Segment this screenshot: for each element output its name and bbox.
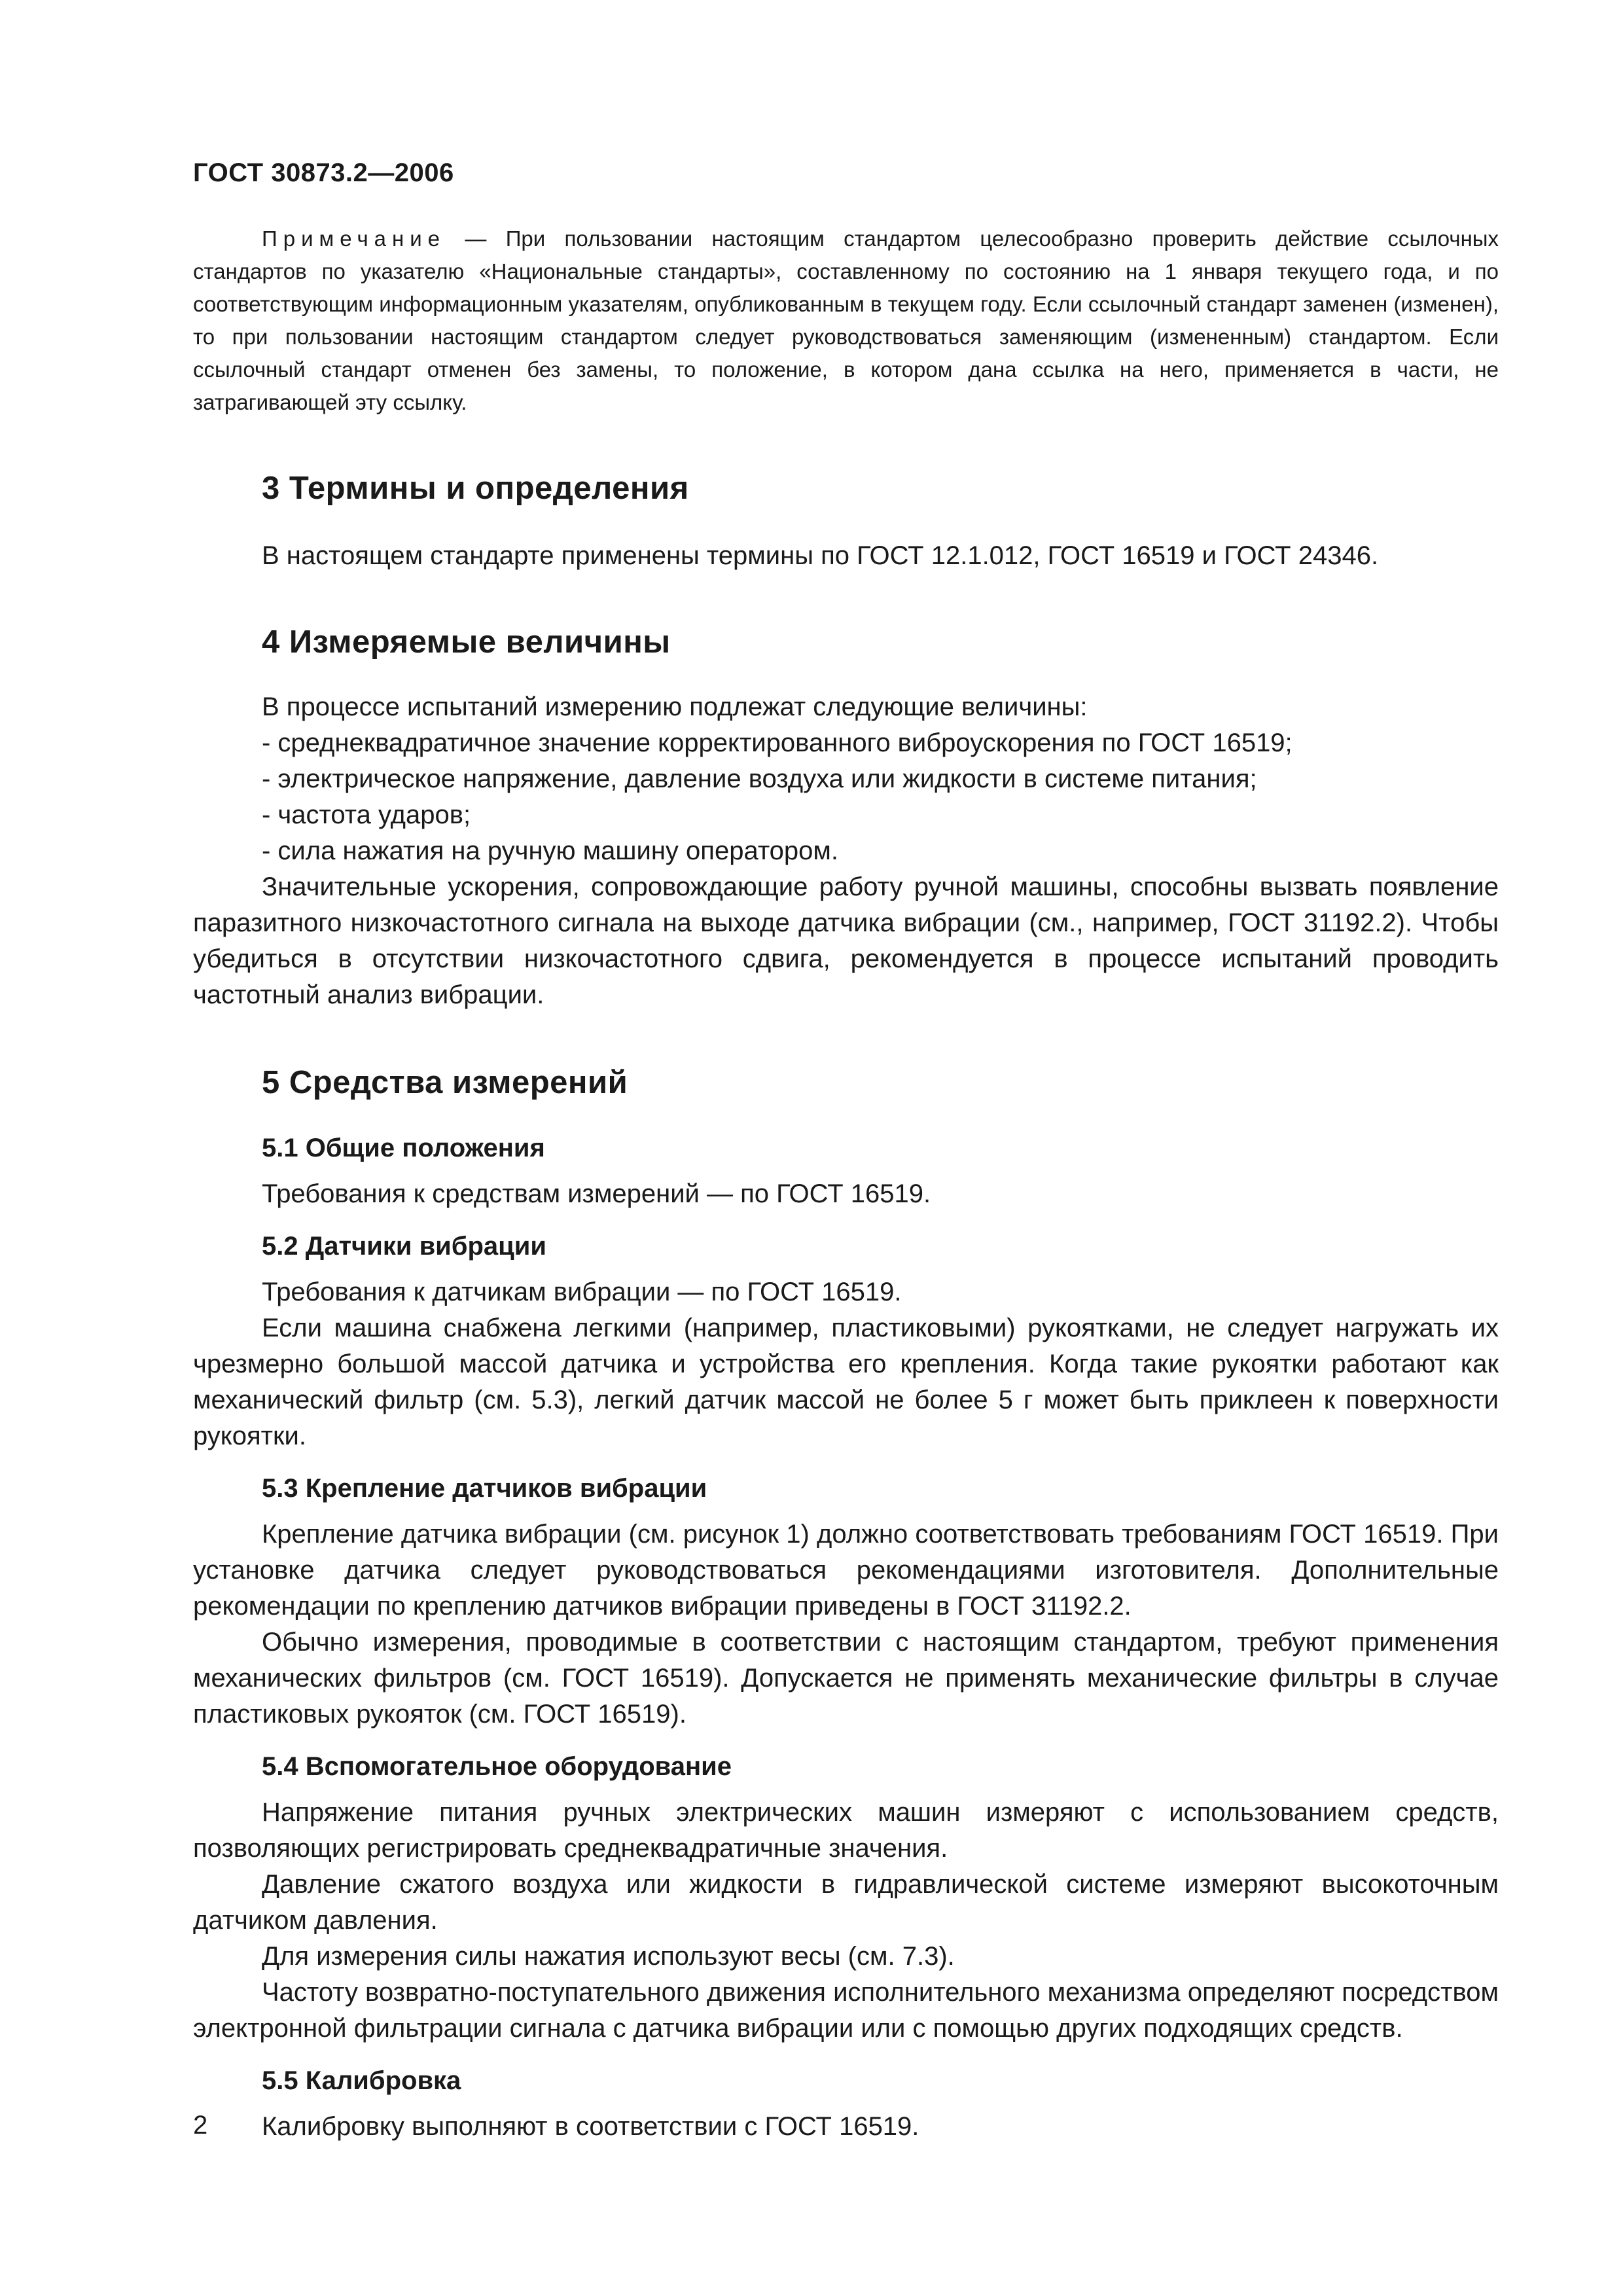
subsection-5-3-p1: Крепление датчика вибрации (см. рисунок 1) должно соответствовать требованиям ГОСТ 16519. При установке датчика следует руководствоваться рекомендациями изготовителя. Дополнительные рекомендации по креплению датчиков вибрации приведены в ГОСТ 31192.2. — [193, 1520, 1499, 1621]
reference-note — [193, 223, 1499, 419]
subsection-5-1-text: Требования к средствам измерений — по ГОСТ 16519. — [262, 1179, 931, 1208]
list-item: - частота ударов; — [262, 800, 471, 829]
section-3-title: 3 Термины и определения — [262, 471, 689, 506]
section-3-text: В настоящем стандарте применены термины по ГОСТ 12.1.012, ГОСТ 16519 и ГОСТ 24346. — [262, 541, 1379, 570]
list-item: - среднеквадратичное значение корректированного виброускорения по ГОСТ 16519; — [262, 728, 1293, 757]
subsection-5-2-p1: Требования к датчикам вибрации — по ГОСТ 16519. — [262, 1278, 902, 1306]
section-4-intro: В процессе испытаний измерению подлежат следующие величины: — [262, 692, 1088, 721]
subsection-5-2-title: 5.2 Датчики вибрации — [262, 1232, 546, 1261]
page-number: 2 — [193, 2111, 208, 2140]
note-text: — При пользовании настоящим стандартом целесообразно проверить действие ссылочных стандартов по указателю «Национальные стандарты», составленному по состоянию на 1 января текущего года, и по соответствующим информационным указателям, опубликованным в текущем году. Если ссылочный стандарт заменен (изменен), то при пользовании настоящим стандартом следует руководствоваться заменяющим (измененным) стандартом. Если ссылочный стандарт отменен без замены, то положение, в котором дана ссылка на него, применяется в части, не затрагивающей эту ссылку. — [193, 226, 1499, 414]
subsection-5-3-title: 5.3 Крепление датчиков вибрации — [262, 1474, 707, 1503]
section-4-paragraph: Значительные ускорения, сопровождающие работу ручной машины, способны вызвать появление паразитного низкочастотного сигнала на выходе датчика вибрации (см., например, ГОСТ 31192.2). Чтобы убедиться в отсутствии низкочастотного сдвига, рекомендуется в процессе испытаний проводить частотный анализ вибрации. — [193, 872, 1499, 1009]
note-label: Примечание — [262, 226, 446, 251]
section-4-title: 4 Измеряемые величины — [262, 624, 671, 660]
document-id-header: ГОСТ 30873.2—2006 — [193, 158, 454, 187]
subsection-5-4-p1: Напряжение питания ручных электрических машин измеряют с использованием средств, позволяющих регистрировать среднеквадратичные значения. — [193, 1798, 1499, 1863]
subsection-5-4-p4: Частоту возвратно-поступательного движения исполнительного механизма определяют посредством электронной фильтрации сигнала с датчика вибрации или с помощью других подходящих средств. — [193, 1978, 1499, 2043]
subsection-5-4-p3: Для измерения силы нажатия используют весы (см. 7.3). — [262, 1942, 955, 1971]
subsection-5-5-title: 5.5 Калибровка — [262, 2066, 461, 2095]
list-item: - сила нажатия на ручную машину оператором. — [262, 836, 839, 865]
list-item: - электрическое напряжение, давление воздуха или жидкости в системе питания; — [262, 764, 1257, 793]
subsection-5-5-text: Калибровку выполняют в соответствии с ГОСТ 16519. — [262, 2112, 919, 2141]
subsection-5-4-p2: Давление сжатого воздуха или жидкости в гидравлической системе измеряют высокоточным датчиком давления. — [193, 1870, 1499, 1935]
page-content — [193, 223, 1499, 2145]
section-5-title: 5 Средства измерений — [262, 1065, 628, 1100]
subsection-5-4-title: 5.4 Вспомогательное оборудование — [262, 1752, 732, 1781]
subsection-5-3-p2: Обычно измерения, проводимые в соответствии с настоящим стандартом, требуют применения механических фильтров (см. ГОСТ 16519). Допускается не применять механические фильтры в случае пластиковых рукояток (см. ГОСТ 16519). — [193, 1628, 1499, 1729]
subsection-5-2-p2: Если машина снабжена легкими (например, пластиковыми) рукоятками, не следует нагружать их чрезмерно большой массой датчика и устройства его крепления. Когда такие рукоятки работают как механический фильтр (см. 5.3), легкий датчик массой не более 5 г может быть приклеен к поверхности рукоятки. — [193, 1314, 1499, 1450]
subsection-5-1-title: 5.1 Общие положения — [262, 1134, 545, 1162]
